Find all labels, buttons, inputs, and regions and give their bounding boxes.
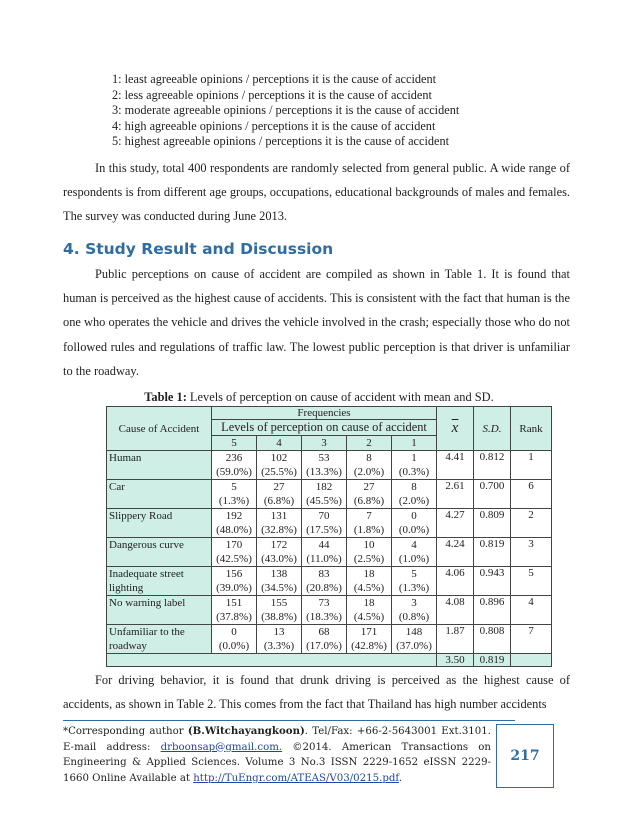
cause-cell: Inadequate street lighting [107,567,212,596]
percent-value: (1.3%) [398,582,430,594]
sd-cell: 0.808 [474,625,511,654]
scale-item: 3: moderate agreeable opinions / perceptions it is the cause of accident [112,103,460,118]
rank-cell: 4 [511,596,552,625]
percent-value: (20.8%) [306,582,342,594]
rank-cell: 3 [511,538,552,567]
email-link[interactable]: drboonsap@gmail.com. [160,741,283,753]
frequency-cell [392,480,437,509]
frequency-cell [347,509,392,538]
table-row [107,480,552,509]
rank-cell: 5 [511,567,552,596]
frequency-cell [302,480,347,509]
count-value: 44 [318,539,330,551]
percent-value: (0.3%) [398,466,430,478]
table-row [107,567,552,596]
frequency-cell [392,625,437,654]
count-value: 68 [318,626,330,638]
percent-value: (6.8%) [353,495,385,507]
count-value: 0 [411,510,417,522]
scale-item: 1: least agreeable opinions / perceptions it is the cause of accident [112,72,437,86]
frequency-cell [347,596,392,625]
table-row [107,509,552,538]
rank-cell: 6 [511,480,552,509]
rank-cell: 1 [511,451,552,480]
frequency-cell [347,480,392,509]
rank-cell: 7 [511,625,552,654]
rank-cell: 2 [511,509,552,538]
percent-value: (25.5%) [261,466,297,478]
count-value: 18 [363,568,375,580]
cause-cell: Car [107,480,212,509]
percent-value: (6.8%) [263,495,295,507]
scale-item: 5: highest agreeable opinions / perceptions it is the cause of accident [112,134,450,149]
mean-cell: 4.06 [437,567,474,596]
frequency-cell [347,567,392,596]
count-value: 192 [225,510,243,522]
frequency-cell [302,625,347,654]
count-value: 138 [270,568,288,580]
percent-value: (2.5%) [353,553,385,565]
count-value: 5 [411,568,417,580]
perception-scale-list [112,72,459,150]
percent-value: (3.3%) [263,640,295,652]
header-frequencies: Frequencies [212,407,437,420]
frequency-cell [302,567,347,596]
sd-cell: 0.812 [474,451,511,480]
percent-value: (37.8%) [216,611,252,623]
percent-value: (1.3%) [218,495,250,507]
frequency-cell [302,596,347,625]
footer-divider [63,720,515,721]
count-value: 102 [270,452,288,464]
count-value: 4 [411,539,417,551]
percent-value: (2.0%) [398,495,430,507]
frequency-cell [347,538,392,567]
header-mean: $\overline{x}$ [437,407,474,451]
percent-value: (48.0%) [216,524,252,536]
sd-cell: 0.819 [474,538,511,567]
sd-cell: 0.809 [474,509,511,538]
total-mean: 3.50 [437,654,474,667]
level-label: 2 [347,436,392,451]
percent-value: (2.0%) [353,466,385,478]
header-sd: S.D. [474,407,511,451]
count-value: 131 [270,510,288,522]
frequency-cell [212,538,257,567]
count-value: 53 [318,452,330,464]
count-value: 27 [363,481,375,493]
total-rank-cell [511,654,552,667]
footer-note: *Corresponding author (B.Witchayangkoon). Tel/Fax: +66-2-5643001 Ext.3101. E-mail address: drboonsap@gmail.com. ©2014. American Transactions on Engineering & Applied Sciences. Volume 3 No.3 ISSN 2229-1652 eISSN 2229-1660 Online Available at http://TuEngr.com/ATEAS/V03/0215.pdf. [63,725,491,784]
table-row [107,538,552,567]
percent-value: (18.3%) [306,611,342,623]
frequency-cell [347,451,392,480]
scale-item: 4: high agreeable opinions / perceptions it is the cause of accident [112,118,436,133]
header-rank: Rank [511,407,552,451]
percent-value: (59.0%) [216,466,252,478]
table-row [107,625,552,654]
table-row [107,596,552,625]
frequency-cell [347,625,392,654]
count-value: 10 [363,539,375,551]
frequency-cell [257,567,302,596]
frequency-cell [257,596,302,625]
percent-value: (37.0%) [396,640,432,652]
count-value: 155 [270,597,288,609]
mean-cell: 2.61 [437,480,474,509]
table-caption: Table 1: Levels of perception on cause of accident with mean and SD. [144,390,494,404]
frequency-cell [257,451,302,480]
count-value: 27 [273,481,285,493]
percent-value: (11.0%) [306,553,342,565]
percent-value: (17.0%) [306,640,342,652]
count-value: 18 [363,597,375,609]
percent-value: (4.5%) [353,582,385,594]
count-value: 7 [366,510,372,522]
frequency-cell [212,451,257,480]
percent-value: (17.5%) [306,524,342,536]
mean-cell: 4.41 [437,451,474,480]
table-row [107,451,552,480]
frequency-cell [257,509,302,538]
frequency-cell [212,480,257,509]
page-number: 217 [496,724,554,788]
sd-cell: 0.700 [474,480,511,509]
count-value: 151 [225,597,243,609]
percent-value: (4.5%) [353,611,385,623]
header-levels: Levels of perception on cause of accident [212,420,437,436]
section-heading: 4. Study Result and Discussion [63,240,334,258]
frequency-cell [212,567,257,596]
count-value: 73 [318,597,330,609]
cause-cell: Dangerous curve [107,538,212,567]
frequency-cell [302,451,347,480]
percent-value: (34.5%) [261,582,297,594]
mean-cell: 4.27 [437,509,474,538]
count-value: 5 [231,481,237,493]
percent-value: (42.8%) [351,640,387,652]
mean-cell: 4.08 [437,596,474,625]
mean-cell: 4.24 [437,538,474,567]
count-value: 70 [318,510,330,522]
frequency-cell [392,596,437,625]
percent-value: (0.0%) [218,640,250,652]
frequency-cell [302,509,347,538]
level-label: 1 [392,436,437,451]
percent-value: (42.5%) [216,553,252,565]
frequency-cell [392,538,437,567]
percent-value: (32.8%) [261,524,297,536]
cause-cell: Slippery Road [107,509,212,538]
percent-value: (1.0%) [398,553,430,565]
header-cause: Cause of Accident [107,407,212,451]
frequency-cell [212,625,257,654]
percent-value: (38.8%) [261,611,297,623]
total-sd: 0.819 [474,654,511,667]
closing-paragraph: For driving behavior, it is found that drunk driving is perceived as the highest cause of accidents, as shown in Table 2. This comes from the fact that Thailand has high number accidents [63,673,570,712]
count-value: 170 [225,539,243,551]
count-value: 8 [366,452,372,464]
cause-cell: Human [107,451,212,480]
frequency-cell [257,538,302,567]
frequency-cell [257,625,302,654]
percent-value: (45.5%) [306,495,342,507]
mean-cell: 1.87 [437,625,474,654]
sd-cell: 0.896 [474,596,511,625]
frequency-cell [212,509,257,538]
count-value: 0 [231,626,237,638]
total-label-cell [107,654,437,667]
count-value: 156 [225,568,243,580]
count-value: 13 [273,626,285,638]
frequency-cell [212,596,257,625]
intro-paragraph: In this study, total 400 respondents are randomly selected from general public. A wide range of respondents is from different age groups, occupations, educational backgrounds of males and females. The survey was conducted during June 2013. [63,161,570,224]
count-value: 83 [318,568,330,580]
sd-cell: 0.943 [474,567,511,596]
percent-value: (0.0%) [398,524,430,536]
percent-value: (13.3%) [306,466,342,478]
frequency-cell [392,451,437,480]
scale-item: 2: less agreeable opinions / perceptions it is the cause of accident [112,87,432,102]
count-value: 236 [225,452,243,464]
count-value: 1 [411,452,417,464]
count-value: 182 [315,481,333,493]
frequency-cell [302,538,347,567]
perception-table [106,406,552,667]
result-paragraph: Public perceptions on cause of accident are compiled as shown in Table 1. It is found that human is perceived as the highest cause of accidents. This is consistent with the fact that human is the one who operates the vehicle and drives the vehicle involved in the crash; especially those who do not followed rules and regulations of traffic law. The lowest public perception is that driver is unfamiliar to the roadway. [63,267,570,378]
frequency-cell [392,509,437,538]
percent-value: (1.8%) [353,524,385,536]
cause-cell: Unfamiliar to the roadway [107,625,212,654]
count-value: 8 [411,481,417,493]
level-label: 3 [302,436,347,451]
cause-cell: No warning label [107,596,212,625]
count-value: 148 [405,626,423,638]
url-link[interactable]: http://TuEngr.com/ATEAS/V03/0215.pdf [193,772,399,784]
count-value: 172 [270,539,288,551]
level-label: 4 [257,436,302,451]
frequency-cell [392,567,437,596]
level-label: 5 [212,436,257,451]
percent-value: (39.0%) [216,582,252,594]
percent-value: (0.8%) [398,611,430,623]
frequency-cell [257,480,302,509]
count-value: 3 [411,597,417,609]
count-value: 171 [360,626,378,638]
percent-value: (43.0%) [261,553,297,565]
